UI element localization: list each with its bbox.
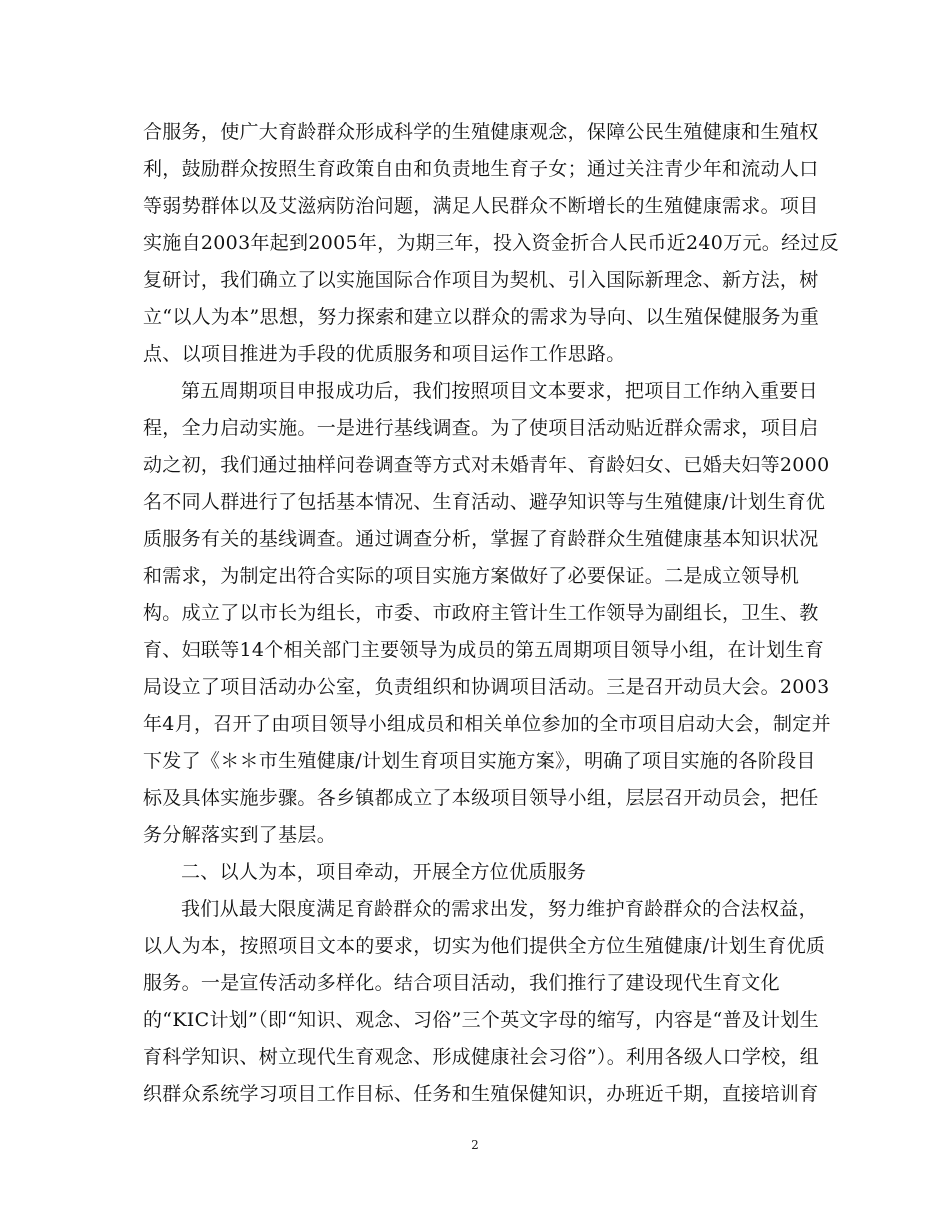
text-line: 等弱势群体以及艾滋病防治问题，满足人民群众不断增长的生殖健康需求。项目 bbox=[143, 195, 819, 217]
page-number: 2 bbox=[471, 1138, 479, 1152]
text-line: 和需求，为制定出符合实际的项目实施方案做好了必要保证。二是成立领导机 bbox=[143, 565, 800, 587]
paragraph-start-line: 第五周期项目申报成功后，我们按照项目文本要求，把项目工作纳入重要日 bbox=[181, 380, 818, 402]
text-line: 复研讨，我们确立了以实施国际合作项目为契机、引入国际新理念、新方法，树 bbox=[143, 269, 819, 291]
text-line: 构。成立了以市长为组长，市委、市政府主管计生工作领导为副组长，卫生、教 bbox=[143, 602, 819, 624]
text-line: 以人为本，按照项目文本的要求，切实为他们提供全方位生殖健康/计划生育优质 bbox=[143, 935, 826, 957]
text-line: 的“KIC计划”（即“知识、观念、习俗”三个英文字母的缩写，内容是“普及计划生 bbox=[143, 1009, 820, 1031]
text-line: 下发了《＊＊市生殖健康/计划生育项目实施方案》，明确了项目实施的各阶段目 bbox=[143, 750, 816, 772]
text-line: 质服务有关的基线调查。通过调查分析，掌握了育龄群众生殖健康基本知识状况 bbox=[143, 528, 819, 550]
text-line: 程，全力启动实施。一是进行基线调查。为了使项目活动贴近群众需求，项目启 bbox=[143, 417, 819, 439]
text-line: 利，鼓励群众按照生育政策自由和负责地生育子女；通过关注青少年和流动人口 bbox=[143, 158, 819, 180]
text-line: 动之初，我们通过抽样问卷调查等方式对未婚青年、育龄妇女、已婚夫妇等2000 bbox=[143, 454, 830, 476]
text-line: 局设立了项目活动办公室，负责组织和协调项目活动。三是召开动员大会。2003 bbox=[143, 676, 830, 698]
text-line: 点、以项目推进为手段的优质服务和项目运作工作思路。 bbox=[143, 343, 626, 365]
text-line: 织群众系统学习项目工作目标、任务和生殖保健知识，办班近千期，直接培训育 bbox=[143, 1083, 819, 1105]
text-line: 合服务，使广大育龄群众形成科学的生殖健康观念，保障公民生殖健康和生殖权 bbox=[143, 121, 819, 143]
text-line: 名不同人群进行了包括基本情况、生育活动、避孕知识等与生殖健康/计划生育优 bbox=[143, 491, 826, 513]
section-heading: 二、以人为本，项目牵动，开展全方位优质服务 bbox=[181, 861, 587, 883]
text-line: 年4月，召开了由项目领导小组成员和相关单位参加的全市项目启动大会，制定并 bbox=[143, 713, 831, 735]
text-line: 立“以人为本”思想，努力探索和建立以群众的需求为导向、以生殖保健服务为重 bbox=[143, 306, 820, 328]
text-line: 服务。一是宣传活动多样化。结合项目活动，我们推行了建设现代生育文化 bbox=[143, 972, 780, 994]
text-line: 务分解落实到了基层。 bbox=[143, 824, 337, 846]
text-line: 育科学知识、树立现代生育观念、形成健康社会习俗”）。利用各级人口学校，组 bbox=[143, 1046, 820, 1068]
text-line: 标及具体实施步骤。各乡镇都成立了本级项目领导小组，层层召开动员会，把任 bbox=[143, 787, 819, 809]
text-line: 实施自2003年起到2005年，为期三年，投入资金折合人民币近240万元。经过反 bbox=[143, 232, 839, 254]
text-line: 育、妇联等14个相关部门主要领导为成员的第五周期项目领导小组，在计划生育 bbox=[143, 639, 824, 661]
paragraph-start-line: 我们从最大限度满足育龄群众的需求出发，努力维护育龄群众的合法权益， bbox=[181, 898, 818, 920]
